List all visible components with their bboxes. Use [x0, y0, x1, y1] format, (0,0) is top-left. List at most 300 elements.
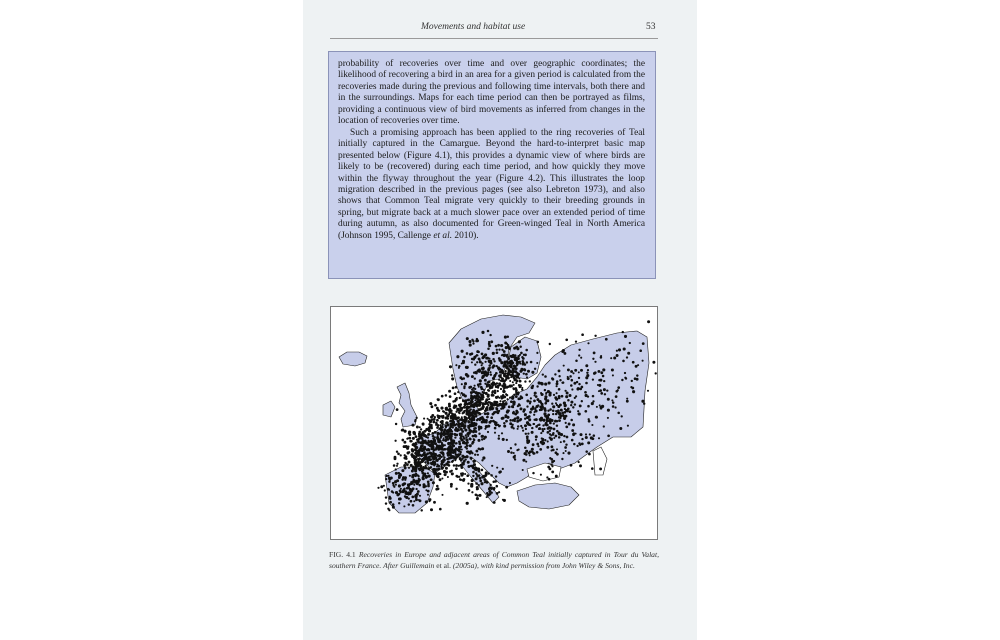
recovery-dot	[423, 418, 425, 420]
recovery-dot	[472, 396, 474, 398]
recovery-dot	[501, 417, 504, 420]
recovery-dot	[487, 330, 490, 333]
recovery-dot	[418, 449, 421, 452]
recovery-dot	[421, 433, 424, 436]
recovery-dot	[497, 390, 499, 392]
recovery-dot	[559, 403, 562, 406]
recovery-dot	[506, 398, 508, 400]
recovery-dot	[478, 412, 481, 415]
recovery-dot	[484, 428, 486, 430]
recovery-dot	[427, 480, 430, 483]
recovery-dot	[501, 371, 504, 374]
recovery-dot	[442, 439, 444, 441]
recovery-dot	[635, 365, 638, 368]
recovery-dot	[578, 461, 580, 463]
recovery-dot	[436, 407, 439, 410]
recovery-dot	[429, 402, 432, 405]
recovery-dot	[498, 435, 500, 437]
recovery-dot	[565, 338, 568, 341]
recovery-dot	[603, 425, 605, 427]
recovery-dot	[437, 414, 439, 416]
recovery-dot	[420, 509, 422, 511]
recovery-dot	[456, 454, 458, 456]
recovery-dot	[416, 439, 418, 441]
recovery-dot	[546, 476, 548, 478]
recovery-dot	[571, 388, 573, 390]
recovery-dot	[404, 467, 407, 470]
recovery-dot	[518, 377, 520, 379]
recovery-dot	[580, 369, 583, 372]
recovery-dot	[458, 416, 460, 418]
recovery-dot	[419, 469, 422, 472]
recovery-dot	[544, 375, 547, 378]
recovery-dot	[397, 452, 400, 455]
recovery-dot	[505, 346, 508, 349]
recovery-dot	[470, 485, 473, 488]
recovery-dot	[500, 408, 502, 410]
recovery-dot	[598, 379, 601, 382]
recovery-dot	[427, 494, 429, 496]
recovery-dot	[512, 387, 514, 389]
recovery-dot	[424, 458, 426, 460]
recovery-dot	[475, 372, 478, 375]
recovery-dot	[380, 485, 383, 488]
recovery-dot	[556, 424, 558, 426]
recovery-dot	[416, 474, 418, 476]
recovery-dot	[388, 489, 390, 491]
recovery-dot	[411, 456, 413, 458]
recovery-dot	[606, 389, 608, 391]
recovery-dot	[594, 335, 596, 337]
caption-text-2: (2005a), with kind permission from John Wiley & Sons, Inc.	[452, 561, 635, 570]
recovery-dot	[400, 488, 402, 490]
recovery-dot	[463, 377, 466, 380]
recovery-dot	[607, 409, 610, 412]
recovery-dot	[526, 435, 529, 438]
recovery-dot	[481, 459, 483, 461]
recovery-dot	[480, 397, 483, 400]
recovery-dot	[501, 432, 503, 434]
recovery-dot	[504, 370, 506, 372]
recovery-dot	[553, 422, 555, 424]
recovery-dot	[537, 341, 540, 344]
recovery-dot	[532, 423, 534, 425]
recovery-dot	[526, 441, 529, 444]
recovery-dot	[553, 460, 555, 462]
recovery-dot	[542, 393, 544, 395]
recovery-dot	[621, 379, 623, 381]
recovery-dot	[425, 461, 427, 463]
recovery-dot	[457, 428, 459, 430]
recovery-dot	[553, 428, 556, 431]
recovery-dot	[647, 320, 650, 323]
recovery-dot	[534, 392, 537, 395]
recovery-dot	[492, 377, 495, 380]
recovery-dot	[548, 478, 551, 481]
recovery-dot	[414, 459, 417, 462]
recovery-dot	[442, 410, 444, 412]
recovery-dot	[476, 339, 479, 342]
recovery-dot	[473, 387, 475, 389]
recovery-dot	[498, 348, 500, 350]
recovery-dot	[469, 353, 472, 356]
recovery-dot	[475, 493, 478, 496]
recovery-dot	[493, 360, 495, 362]
recovery-dot	[565, 422, 567, 424]
recovery-dot	[496, 351, 499, 354]
recovery-dot	[632, 361, 635, 364]
recovery-dot	[390, 477, 393, 480]
recovery-dot	[435, 454, 437, 456]
recovery-dot	[525, 428, 527, 430]
recovery-dot	[404, 462, 406, 464]
recovery-dot	[408, 431, 411, 434]
recovery-dot	[421, 472, 424, 475]
recovery-dot	[434, 442, 437, 445]
recovery-dot	[636, 374, 638, 376]
recovery-dot	[579, 404, 582, 407]
recovery-dot	[578, 383, 580, 385]
recovery-dot	[598, 437, 600, 439]
recovery-dot	[410, 440, 412, 442]
recovery-dot	[520, 368, 523, 371]
recovery-dot	[468, 489, 471, 492]
recovery-dot	[417, 441, 420, 444]
recovery-dot	[511, 356, 514, 359]
recovery-dot	[393, 486, 395, 488]
recovery-dot	[487, 348, 490, 351]
recovery-dot	[400, 454, 402, 456]
recovery-dot	[432, 468, 435, 471]
recovery-dot	[392, 482, 395, 485]
recovery-dot	[505, 376, 508, 379]
recovery-dot	[576, 381, 578, 383]
recovery-dot	[458, 446, 461, 449]
recovery-dot	[398, 472, 401, 475]
recovery-dot	[487, 383, 490, 386]
recovery-dot	[445, 467, 448, 470]
recovery-dot	[455, 488, 457, 490]
recovery-dot	[447, 458, 449, 460]
recovery-dot	[454, 436, 456, 438]
recovery-dot	[464, 395, 467, 398]
recovery-dot	[652, 361, 655, 364]
recovery-dot	[512, 372, 514, 374]
recovery-dot	[605, 338, 608, 341]
recovery-dot	[617, 386, 620, 389]
recovery-dot	[561, 395, 564, 398]
recovery-dot	[472, 342, 474, 344]
recovery-dot	[570, 464, 573, 467]
recovery-dot	[526, 361, 528, 363]
recovery-dot	[431, 405, 434, 408]
recovery-dot	[412, 443, 415, 446]
recovery-dot	[532, 472, 534, 474]
recovery-dot	[432, 456, 435, 459]
recovery-dot	[492, 390, 494, 392]
recovery-dot	[432, 481, 435, 484]
recovery-dot	[575, 360, 578, 363]
recovery-dot	[564, 390, 566, 392]
recovery-dot	[483, 420, 486, 423]
recovery-dot	[566, 392, 569, 395]
recovery-dot	[414, 420, 416, 422]
recovery-dot	[458, 426, 461, 429]
recovery-dot	[570, 419, 573, 422]
recovery-dot	[471, 423, 474, 426]
recovery-dot	[447, 476, 449, 478]
recovery-dot	[466, 352, 469, 355]
recovery-dot	[552, 413, 554, 415]
recovery-dot	[495, 475, 497, 477]
recovery-dot	[502, 402, 504, 404]
recovery-dot	[566, 436, 569, 439]
recovery-dot	[447, 448, 450, 451]
recovery-dot	[543, 412, 546, 415]
recovery-dot	[570, 401, 573, 404]
recovery-dot	[434, 463, 437, 466]
recovery-dot	[564, 446, 567, 449]
recovery-dot	[456, 355, 459, 358]
recovery-dot	[617, 389, 619, 391]
recovery-dot	[487, 404, 489, 406]
recovery-dot	[569, 375, 572, 378]
recovery-dot	[475, 450, 478, 453]
recovery-dot	[489, 371, 491, 373]
turkey	[517, 483, 579, 509]
recovery-dot	[493, 404, 495, 406]
recovery-dot	[572, 406, 574, 408]
recovery-dot	[503, 388, 505, 390]
recovery-dot	[592, 378, 594, 380]
recovery-dot	[567, 407, 570, 410]
recovery-dot	[594, 371, 597, 374]
recovery-dot	[559, 379, 561, 381]
recovery-dot	[586, 372, 588, 374]
recovery-dot	[484, 383, 486, 385]
recovery-dot	[522, 430, 524, 432]
recovery-dot	[524, 424, 527, 427]
recovery-dot	[496, 382, 498, 384]
recovery-dot	[451, 416, 453, 418]
recovery-dot	[451, 377, 454, 380]
paragraph-2-etal: et al.	[433, 230, 453, 241]
recovery-dot	[452, 387, 455, 390]
recovery-dot	[420, 428, 422, 430]
recovery-dot	[481, 331, 484, 334]
recovery-dot	[413, 478, 415, 480]
recovery-dot	[558, 375, 560, 377]
recovery-dot	[411, 424, 414, 427]
recovery-dot	[601, 405, 604, 408]
recovery-dot	[547, 440, 549, 442]
recovery-dot	[624, 335, 627, 338]
recovery-dot	[579, 433, 582, 436]
recovery-dot	[440, 428, 442, 430]
recovery-dot	[447, 461, 450, 464]
recovery-dot	[585, 364, 588, 367]
recovery-dot	[496, 385, 499, 388]
recovery-dot	[377, 487, 379, 489]
recovery-dot	[481, 367, 484, 370]
recovery-dot	[506, 367, 509, 370]
recovery-dot	[478, 474, 480, 476]
recovery-dot	[541, 405, 544, 408]
recovery-dot	[426, 459, 429, 462]
recovery-dot	[411, 496, 414, 499]
recovery-dot	[437, 463, 439, 465]
recovery-dot	[520, 425, 522, 427]
recovery-dot	[396, 408, 399, 411]
recovery-dot	[478, 470, 481, 473]
recovery-dot	[519, 354, 521, 356]
recovery-dot	[393, 464, 396, 467]
recovery-dot	[407, 446, 409, 448]
recovery-dot	[478, 448, 481, 451]
iceland	[339, 352, 367, 366]
recovery-dot	[425, 475, 428, 478]
recovery-dot	[538, 428, 540, 430]
recovery-dot	[420, 461, 422, 463]
recovery-dot	[462, 411, 465, 414]
recovery-dot	[396, 465, 398, 467]
recovery-dot	[475, 402, 478, 405]
recovery-dot	[398, 502, 400, 504]
recovery-dot	[485, 357, 488, 360]
recovery-dot	[526, 405, 528, 407]
recovery-dot	[498, 410, 500, 412]
recovery-dot	[607, 417, 609, 419]
recovery-dot	[503, 499, 506, 502]
recovery-dot	[503, 383, 505, 385]
recovery-dot	[509, 419, 512, 422]
recovery-dot	[512, 369, 515, 372]
recovery-dot	[465, 436, 467, 438]
recovery-dot	[441, 462, 443, 464]
recovery-dot	[572, 433, 575, 436]
recovery-dot	[395, 468, 397, 470]
recovery-dot	[468, 386, 471, 389]
recovery-dot	[468, 340, 471, 343]
recovery-dot	[477, 488, 479, 490]
recovery-dot	[459, 433, 461, 435]
recovery-dot	[492, 420, 495, 423]
recovery-dot	[625, 377, 627, 379]
recovery-dot	[445, 471, 448, 474]
recovery-dot	[541, 382, 544, 385]
recovery-dot	[578, 371, 580, 373]
recovery-dot	[471, 479, 474, 482]
recovery-dot	[585, 382, 588, 385]
recovery-dot	[587, 441, 590, 444]
recovery-dot	[475, 411, 478, 414]
recovery-dot	[531, 431, 534, 434]
recovery-dot	[504, 342, 507, 345]
recovery-dot	[631, 380, 633, 382]
recovery-dot	[577, 410, 579, 412]
recovery-dot	[467, 461, 470, 464]
recovery-dot	[503, 390, 505, 392]
recovery-dot	[465, 409, 468, 412]
recovery-dot	[530, 408, 533, 411]
recovery-dot	[491, 465, 493, 467]
recovery-dot	[542, 419, 545, 422]
recovery-dot	[478, 433, 480, 435]
recovery-dot	[470, 457, 473, 460]
recovery-dot	[627, 352, 630, 355]
recovery-dot	[498, 437, 501, 440]
recovery-dot	[413, 500, 415, 502]
recovery-dot	[516, 416, 519, 419]
recovery-dot	[511, 426, 514, 429]
paragraph-2-text: Such a promising approach has been applied to the ring recoveries of Teal initially captured in the Camargue. Beyond the hard-to-interpret basic map presented below (Figure 4.1), this provides a dynamic view of where birds are likely to be (recovered) during each time period, and how quickly they move within the flyway throughout the year (Figure 4.2). This illustrates the loop migration described in the previous pages (see also Lebreton 1973), and also shows that Common Teal migrate very quickly to their breeding grounds in spring, but migrate back at a much slower pace over an extended period of time during autumn, as also documented for Green-winged Teal in North America (Johnson 1995, Callenge	[338, 127, 645, 241]
recovery-dot	[417, 460, 419, 462]
recovery-dot	[528, 418, 531, 421]
recovery-dot	[536, 398, 539, 401]
recovery-dot	[409, 475, 411, 477]
recovery-dot	[634, 377, 637, 380]
recovery-dot	[599, 404, 601, 406]
recovery-dot	[444, 448, 446, 450]
recovery-dot	[418, 478, 420, 480]
recovery-dot	[465, 439, 468, 442]
recovery-dot	[399, 474, 402, 477]
recovery-dot	[557, 409, 560, 412]
recovery-dot	[527, 423, 530, 426]
recovery-dot	[403, 445, 406, 448]
recovery-dot	[416, 426, 419, 429]
shaded-text-box	[328, 51, 656, 279]
recovery-dot	[607, 434, 610, 437]
recovery-dot	[415, 498, 418, 501]
recovery-dot	[455, 467, 458, 470]
recovery-dot	[503, 422, 505, 424]
recovery-dot	[604, 393, 606, 395]
recovery-dot	[450, 455, 452, 457]
recovery-dot	[469, 344, 472, 347]
recovery-dot	[510, 447, 512, 449]
recovery-dot	[436, 419, 439, 422]
recovery-dot	[499, 470, 502, 473]
recovery-dot	[439, 478, 442, 481]
recovery-dot	[482, 355, 485, 358]
recovery-dot	[462, 458, 464, 460]
recovery-dot	[461, 350, 464, 353]
recovery-dot	[436, 459, 439, 462]
recovery-dot	[518, 340, 521, 343]
recovery-dot	[440, 456, 442, 458]
recovery-dot	[444, 444, 446, 446]
recovery-dot	[534, 409, 536, 411]
recovery-dot	[496, 407, 498, 409]
recovery-dot	[584, 410, 587, 413]
recovery-dot	[568, 423, 571, 426]
recovery-dot	[438, 445, 441, 448]
recovery-dot	[462, 439, 464, 441]
recovery-dot	[552, 432, 554, 434]
recovery-dot	[492, 407, 495, 410]
recovery-dot	[572, 372, 574, 374]
recovery-dot	[471, 452, 473, 454]
recovery-dot	[632, 390, 635, 393]
recovery-dot	[387, 475, 389, 477]
recovery-dot	[434, 436, 436, 438]
recovery-dot	[479, 361, 482, 364]
recovery-dot	[441, 477, 443, 479]
recovery-dot	[466, 447, 468, 449]
recovery-dot	[630, 386, 632, 388]
recovery-dot	[445, 394, 448, 397]
